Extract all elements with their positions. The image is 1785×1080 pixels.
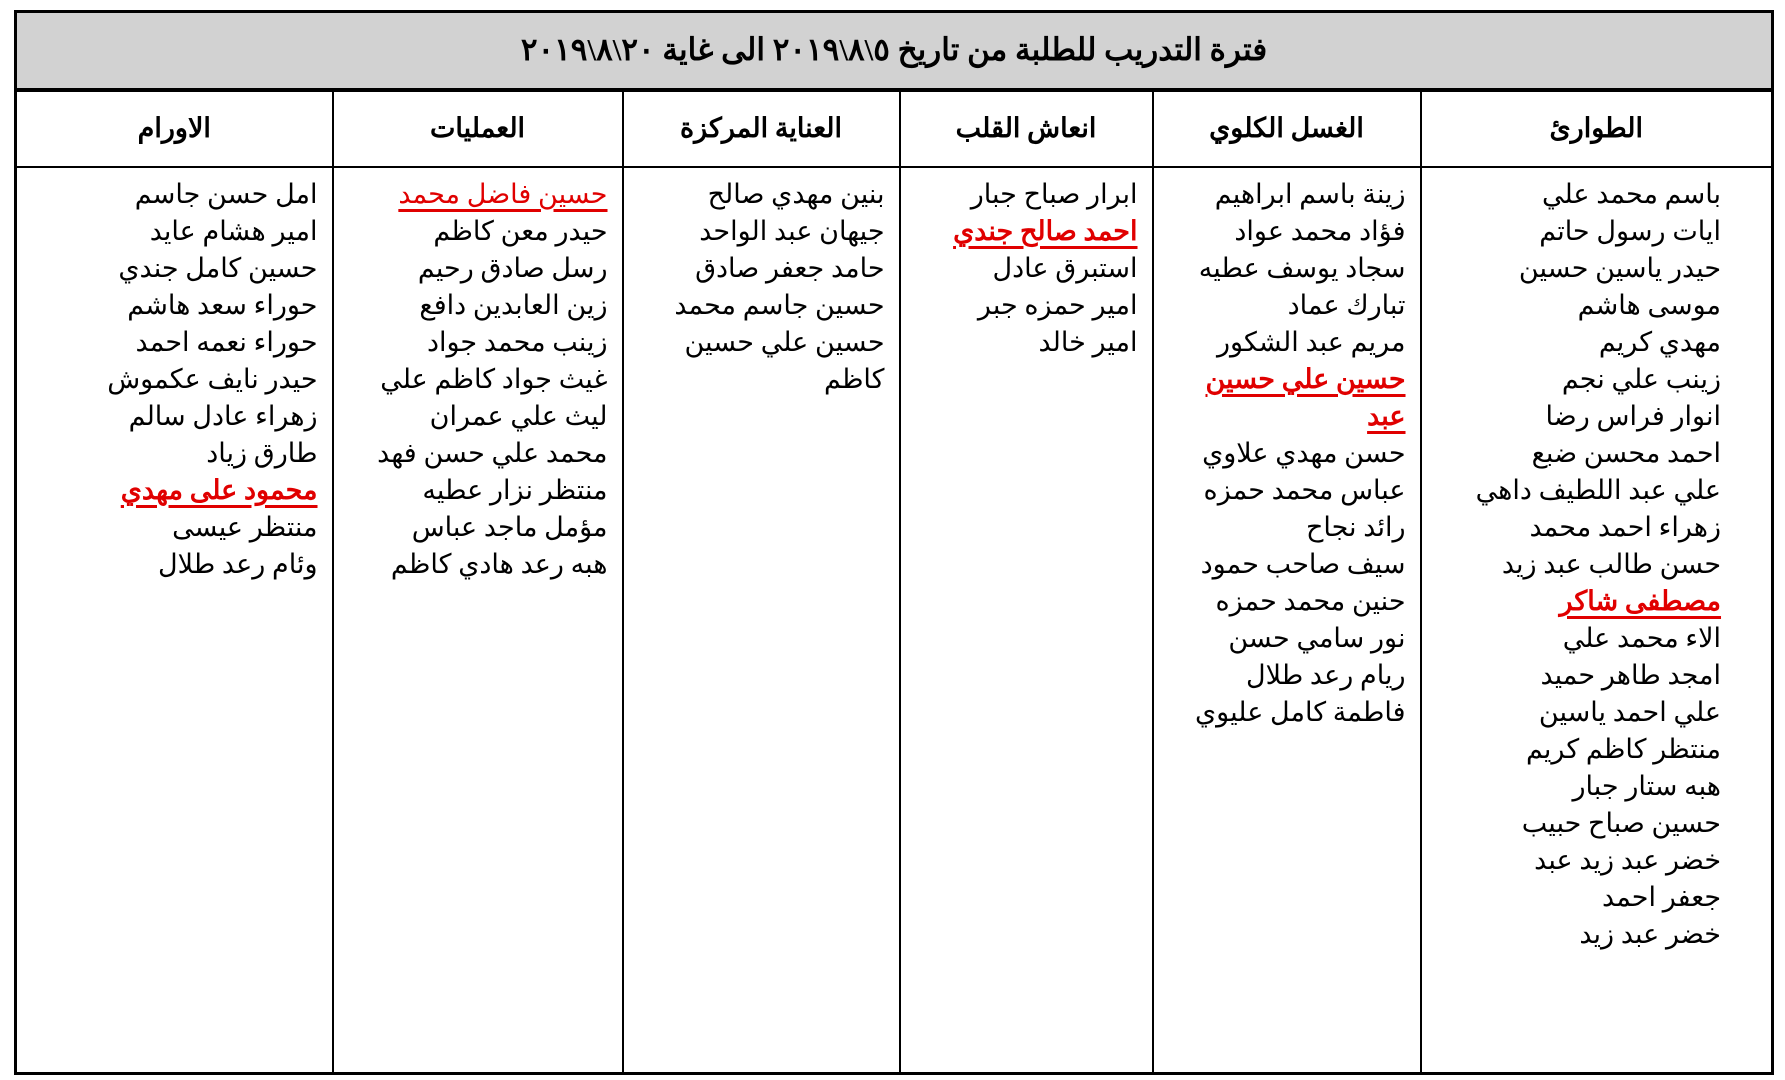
student-name: موسى هاشم <box>1577 289 1722 320</box>
student-name: رسل صادق رحيم <box>417 252 608 283</box>
student-name: منتظر عيسى <box>172 511 318 542</box>
column-header-cpr: انعاش القلب <box>900 90 1153 167</box>
student-name: حيدر ياسين حسين <box>1518 252 1722 283</box>
student-name: امل حسن جاسم <box>134 178 318 209</box>
student-name: خضر عبد زيد عبد <box>1534 844 1722 875</box>
column-header-oncology: الاورام <box>16 90 333 167</box>
student-name: غيث جواد كاظم علي <box>380 363 608 394</box>
column-header-emergency: الطوارئ <box>1421 90 1773 167</box>
column-cell-dialysis <box>1153 167 1421 1074</box>
student-name: زينة باسم ابراهيم <box>1214 178 1406 209</box>
student-name: حيدر معن كاظم <box>433 215 608 246</box>
student-name: حوراء سعد هاشم <box>127 289 318 320</box>
student-name: احمد صالح جندي <box>953 215 1138 246</box>
student-name: زينب محمد جواد <box>426 326 608 357</box>
student-name: زهراء عادل سالم <box>128 400 318 431</box>
student-name: مهدي كريم <box>1598 326 1722 357</box>
student-name: مريم عبد الشكور <box>1217 326 1406 357</box>
student-name: زين العابدين دافع <box>419 289 608 320</box>
student-name: جيهان عبد الواحد <box>699 215 885 246</box>
column-header-operations: العمليات <box>333 90 623 167</box>
student-name: باسم محمد علي <box>1541 178 1722 209</box>
student-name: نور سامي حسن <box>1228 622 1406 653</box>
student-name: حسين جاسم محمد <box>674 289 885 320</box>
student-name: انوار فراس رضا <box>1545 400 1722 431</box>
student-name: حسن طالب عبد زيد <box>1501 548 1722 579</box>
student-name: خضر عبد زيد <box>1579 918 1722 949</box>
column-header-icu: العناية المركزة <box>623 90 900 167</box>
column-cell-emergency <box>1421 167 1773 1074</box>
column-headers-row <box>16 90 1773 167</box>
student-name: حسين صباح حبيب <box>1521 807 1722 838</box>
student-name: احمد محسن ضبع <box>1531 437 1722 468</box>
title-row <box>16 12 1773 90</box>
student-name: حسين فاضل محمد <box>398 178 608 209</box>
student-name: عباس محمد حمزه <box>1203 474 1406 505</box>
training-schedule-table <box>14 10 1774 1075</box>
student-name: بنين مهدي صالح <box>707 178 885 209</box>
student-name: امجد طاهر حميد <box>1540 659 1722 690</box>
student-name: هبه رعد هادي كاظم <box>390 548 608 579</box>
student-name: امير خالد <box>1038 326 1138 357</box>
document-title: فترة التدريب للطلبة من تاريخ ٥\٨\٢٠١٩ الى غاية ٢٠\٨\٢٠١٩ <box>16 12 1773 90</box>
student-name: الاء محمد علي <box>1562 622 1722 653</box>
student-name: منتظر نزار عطيه <box>422 474 608 505</box>
column-header-dialysis: الغسل الكلوي <box>1153 90 1421 167</box>
student-name: حسين علي حسين عبد <box>1205 363 1406 431</box>
student-name: فاطمة كامل عليوي <box>1195 696 1406 727</box>
student-name: ايات رسول حاتم <box>1539 215 1722 246</box>
column-cell-cpr <box>900 167 1153 1074</box>
student-name: سيف صاحب حمود <box>1200 548 1406 579</box>
student-name: محمد علي حسن فهد <box>377 437 608 468</box>
student-name: مؤمل ماجد عباس <box>411 511 608 542</box>
student-name: علي احمد ياسين <box>1538 696 1722 727</box>
column-cell-icu <box>623 167 900 1074</box>
student-name: هبه ستار جبار <box>1572 770 1722 801</box>
student-name: حسن مهدي علاوي <box>1202 437 1406 468</box>
student-name: امير هشام عايد <box>149 215 318 246</box>
student-name: حسين علي حسين كاظم <box>684 326 885 394</box>
student-name: علي عبد اللطيف داهي <box>1475 474 1722 505</box>
student-name: زهراء احمد محمد <box>1529 511 1722 542</box>
student-name: سجاد يوسف عطيه <box>1198 252 1406 283</box>
column-cell-operations <box>333 167 623 1074</box>
student-name: جعفر احمد <box>1602 881 1722 912</box>
student-name: استبرق عادل <box>992 252 1138 283</box>
student-lists-row <box>16 167 1773 1074</box>
student-name: محمود على مهدي <box>120 474 318 505</box>
student-name: حسين كامل جندي <box>118 252 318 283</box>
student-name: منتظر كاظم كريم <box>1525 733 1722 764</box>
student-name: وئام رعد طلال <box>157 548 318 579</box>
student-name: رائد نجاح <box>1305 511 1406 542</box>
student-name: حنين محمد حمزه <box>1215 585 1406 616</box>
student-name: طارق زياد <box>206 437 318 468</box>
student-name: زينب علي نجم <box>1561 363 1722 394</box>
student-name: امير حمزه جبر <box>977 289 1138 320</box>
column-cell-oncology <box>16 167 333 1074</box>
student-name: تبارك عماد <box>1287 289 1406 320</box>
student-name: حوراء نعمه احمد <box>135 326 318 357</box>
student-name: ريام رعد طلال <box>1245 659 1406 690</box>
student-name: فؤاد محمد عواد <box>1234 215 1406 246</box>
student-name: ليث علي عمران <box>429 400 608 431</box>
student-name: حيدر نايف عكموش <box>107 363 318 394</box>
student-name: ابرار صباح جبار <box>970 178 1138 209</box>
student-name: حامد جعفر صادق <box>695 252 885 283</box>
student-name: مصطفى شاكر <box>1559 585 1722 616</box>
